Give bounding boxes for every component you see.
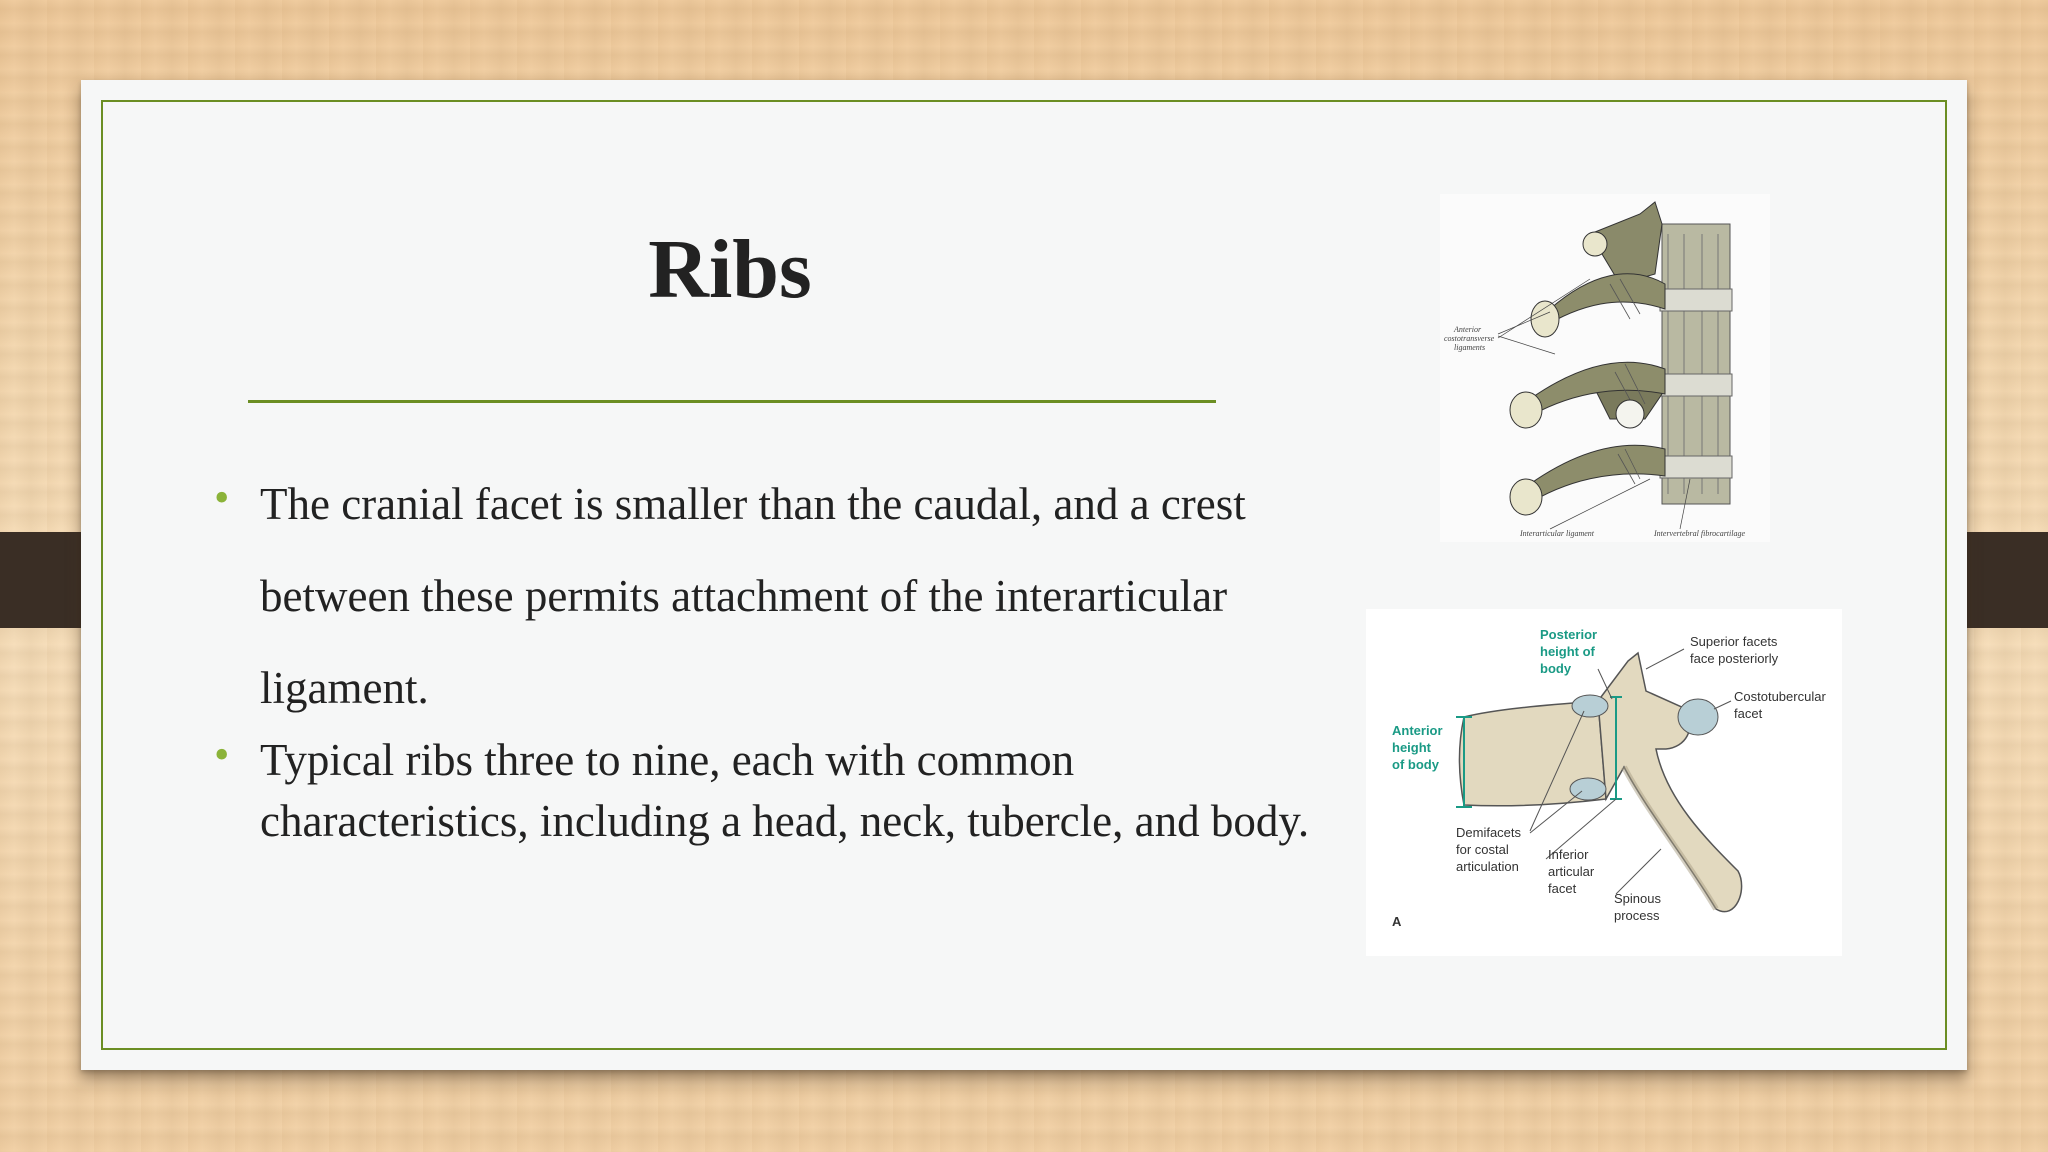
demifacets-label: for costal (1456, 842, 1509, 857)
thoracic-vertebra-figure (1366, 609, 1842, 956)
bullet-list (212, 458, 1342, 852)
inferior-facet-label: facet (1548, 881, 1577, 896)
inferior-facet-label: Inferior (1548, 847, 1589, 862)
bullet-item (212, 730, 1342, 852)
anterior-label: Anterior (1454, 325, 1482, 334)
superior-facets-label: Superior facets (1690, 634, 1778, 649)
bullet-dot-icon: • (214, 473, 230, 522)
posterior-height-label: height of (1540, 644, 1595, 659)
posterior-height-label: body (1540, 661, 1572, 676)
intervertebral-label: Intervertebral fibrocartilage (1654, 529, 1746, 538)
ligaments-label: ligaments (1454, 343, 1486, 352)
costotubercular-label: Costotubercular (1734, 689, 1826, 704)
bullet-text: The cranial facet is smaller than the caudal, and a crest between these permits attachment of the interarticular ligament. (260, 479, 1246, 713)
spinous-process-label: process (1614, 908, 1660, 923)
spinous-process-label: Spinous (1614, 891, 1661, 906)
title-underline (248, 400, 1216, 403)
panel-letter: A (1392, 914, 1402, 929)
slide-title: Ribs (648, 223, 812, 316)
anterior-height-label: height (1392, 740, 1431, 755)
costotubercular-label: facet (1734, 706, 1763, 721)
demifacets-label: Demifacets (1456, 825, 1522, 840)
inferior-facet-label: articular (1548, 864, 1595, 879)
anterior-height-label: of body (1392, 757, 1439, 772)
superior-facets-label: face posteriorly (1690, 651, 1779, 666)
posterior-height-label: Posterior (1540, 627, 1598, 642)
costovertebral-joint-figure (1440, 194, 1770, 542)
anterior-height-label: Anterior (1392, 723, 1443, 738)
demifacets-label: articulation (1456, 859, 1519, 874)
interarticular-label: Interarticular ligament (1520, 529, 1594, 538)
bullet-item (212, 458, 1342, 734)
bullet-text: Typical ribs three to nine, each with common characteristics, including a head, neck, tubercle, and body. (260, 735, 1310, 846)
bullet-dot-icon: • (214, 730, 230, 779)
costotransverse-label: costotransverse (1444, 334, 1495, 343)
